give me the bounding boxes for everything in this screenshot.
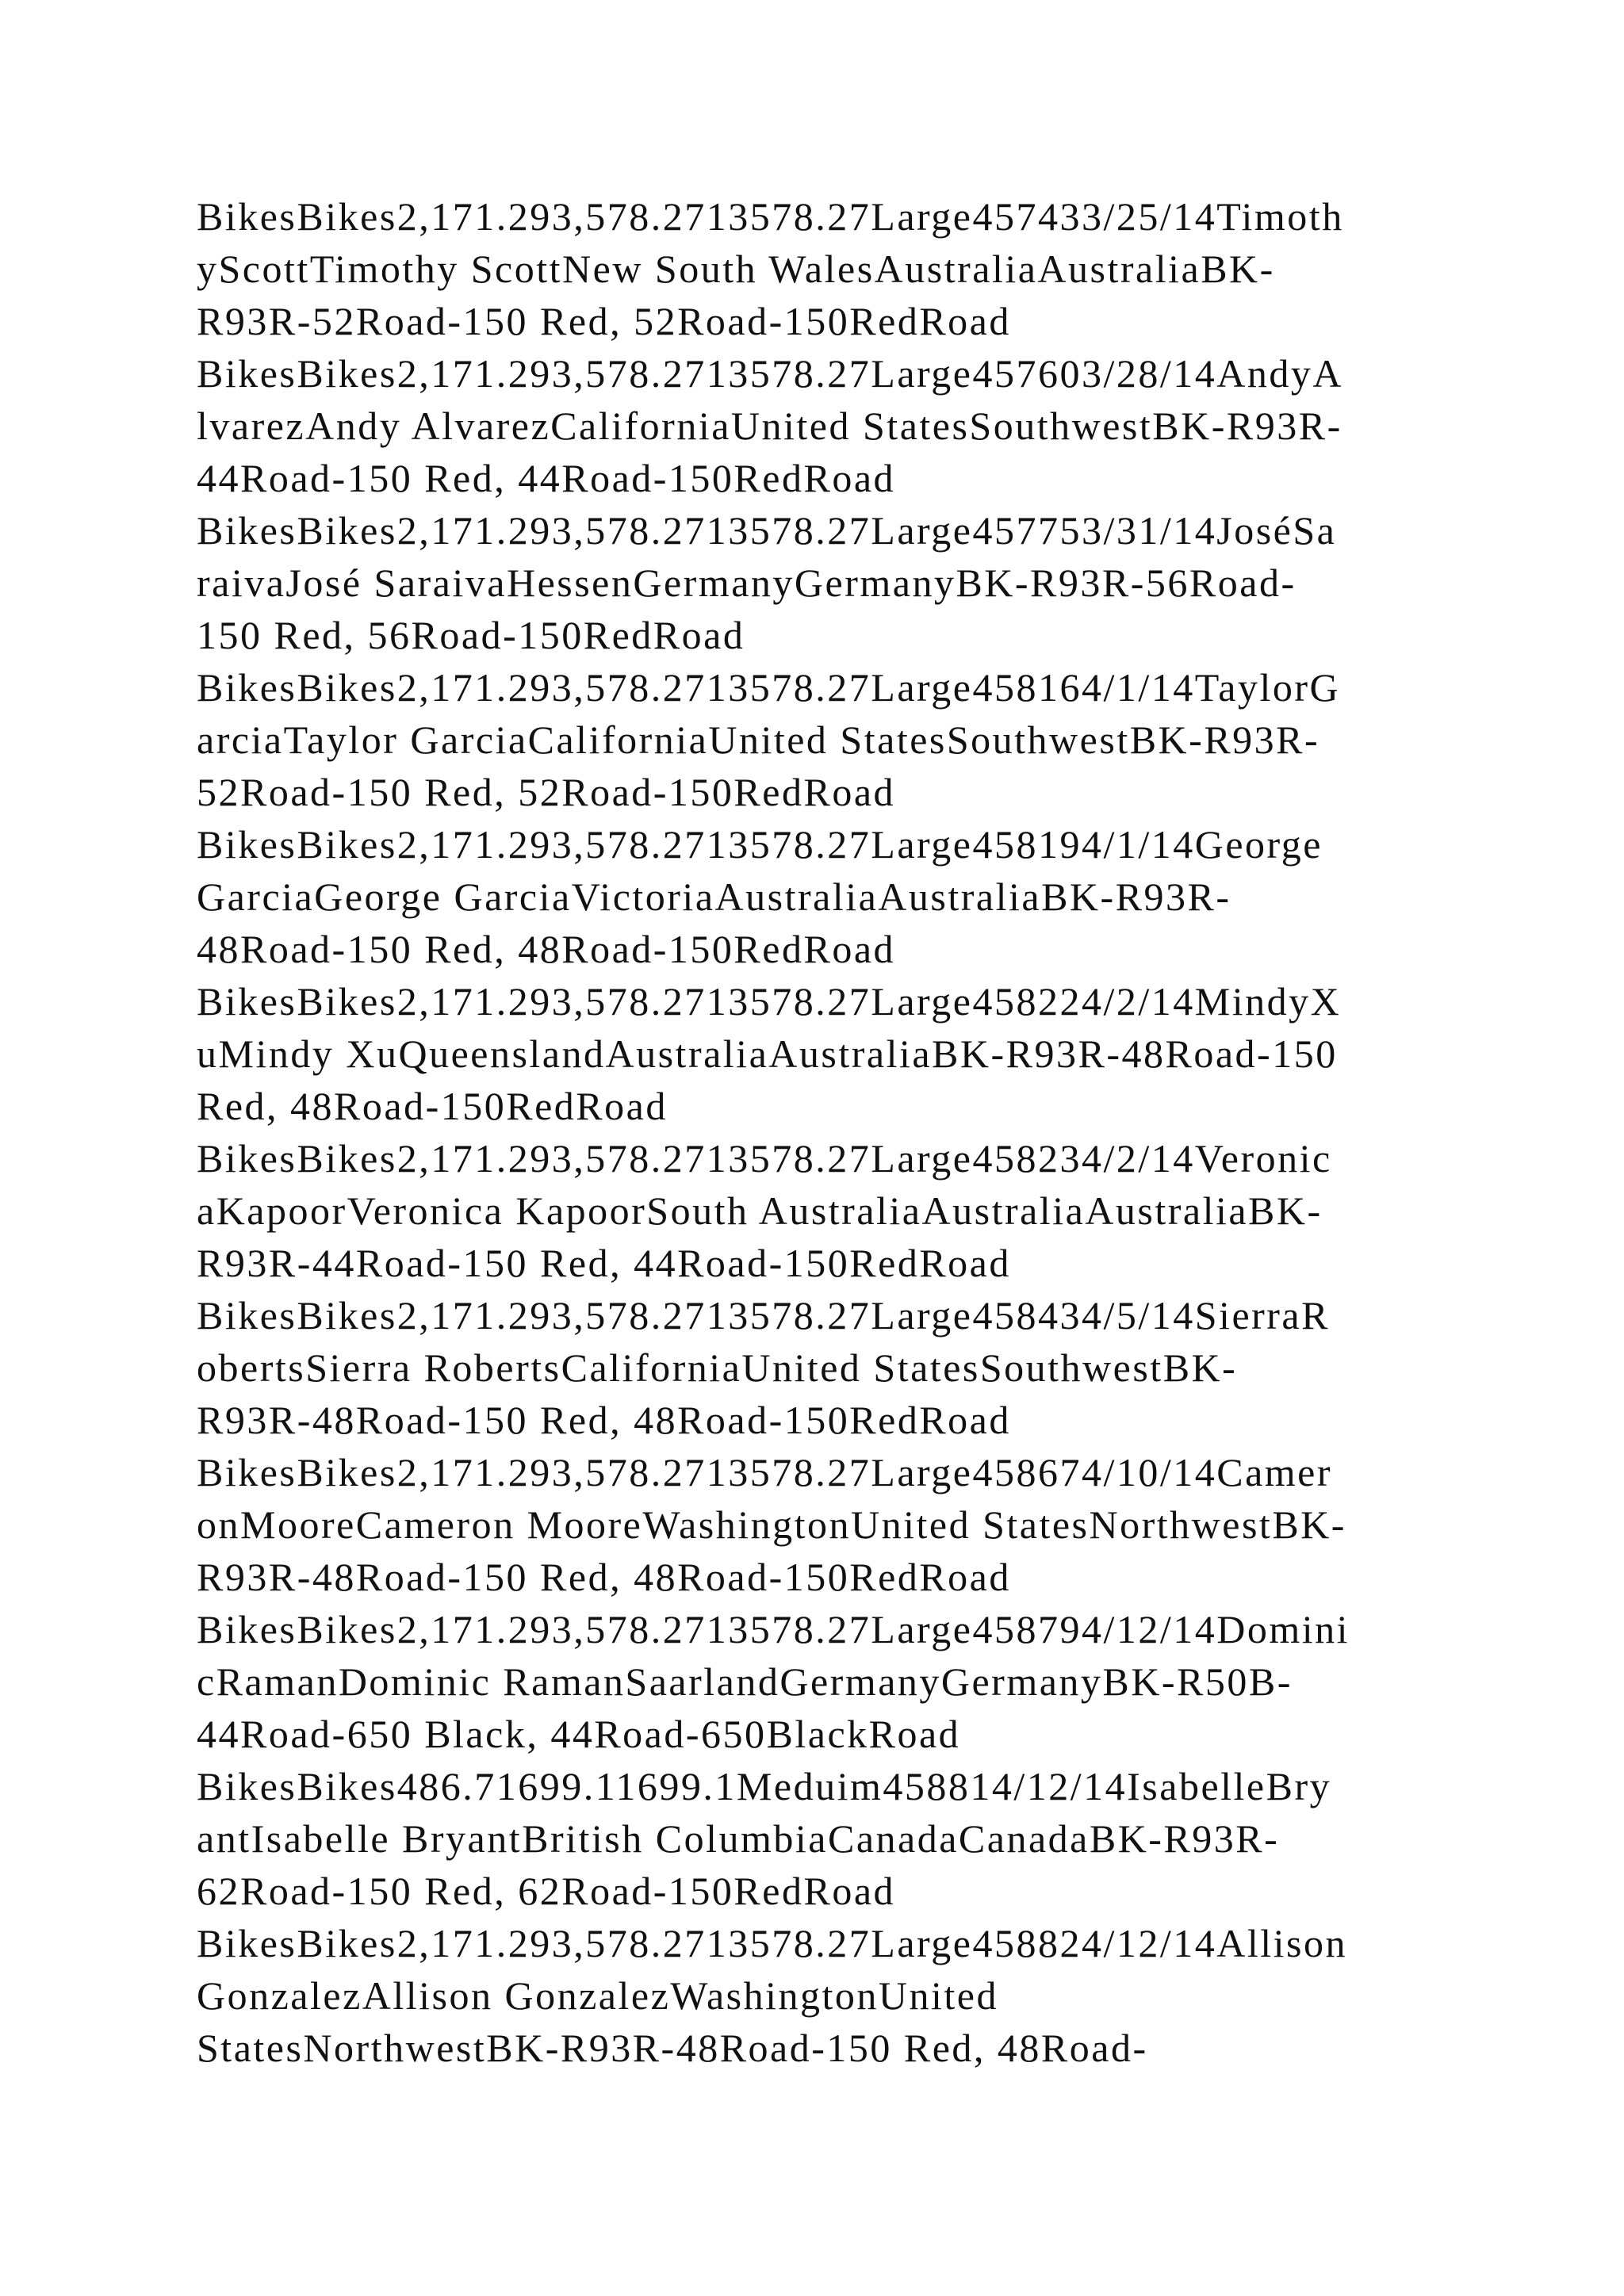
text-line: raivaJosé SaraivaHessenGermanyGermanyBK-R93R-56Road- bbox=[197, 561, 1297, 605]
text-line: yScottTimothy ScottNew South WalesAustraliaAustraliaBK- bbox=[197, 247, 1275, 291]
document-text-block bbox=[197, 190, 1450, 2074]
text-line: arciaTaylor GarciaCaliforniaUnited StatesSouthwestBK-R93R- bbox=[197, 718, 1320, 762]
text-line: 62Road-150 Red, 62Road-150RedRoad bbox=[197, 1869, 896, 1913]
text-line: BikesBikes2,171.293,578.2713578.27Large458434/5/14SierraR bbox=[197, 1293, 1330, 1337]
text-line: BikesBikes2,171.293,578.2713578.27Large458794/12/14Domini bbox=[197, 1607, 1350, 1651]
text-line: 44Road-650 Black, 44Road-650BlackRoad bbox=[197, 1712, 961, 1756]
text-line: Red, 48Road-150RedRoad bbox=[197, 1084, 668, 1128]
text-line: lvarezAndy AlvarezCaliforniaUnited StatesSouthwestBK-R93R- bbox=[197, 404, 1342, 448]
text-line: uMindy XuQueenslandAustraliaAustraliaBK-R93R-48Road-150 bbox=[197, 1031, 1338, 1076]
text-line: BikesBikes486.71699.11699.1Meduim458814/12/14IsabelleBry bbox=[197, 1764, 1332, 1808]
text-line: R93R-48Road-150 Red, 48Road-150RedRoad bbox=[197, 1398, 1011, 1442]
text-line: R93R-48Road-150 Red, 48Road-150RedRoad bbox=[197, 1555, 1011, 1599]
text-line: 150 Red, 56Road-150RedRoad bbox=[197, 613, 745, 657]
text-line: BikesBikes2,171.293,578.2713578.27Large458234/2/14Veronic bbox=[197, 1136, 1332, 1181]
text-line: R93R-52Road-150 Red, 52Road-150RedRoad bbox=[197, 299, 1011, 343]
text-line: GonzalezAllison GonzalezWashingtonUnited bbox=[197, 1973, 998, 2018]
text-line: cRamanDominic RamanSaarlandGermanyGermanyBK-R50B- bbox=[197, 1659, 1293, 1704]
text-line: GarciaGeorge GarciaVictoriaAustraliaAustraliaBK-R93R- bbox=[197, 874, 1231, 919]
text-line: BikesBikes2,171.293,578.2713578.27Large457433/25/14Timoth bbox=[197, 194, 1344, 239]
text-line: BikesBikes2,171.293,578.2713578.27Large457603/28/14AndyA bbox=[197, 351, 1343, 396]
text-line: StatesNorthwestBK-R93R-48Road-150 Red, 48Road- bbox=[197, 2026, 1148, 2070]
text-line: 44Road-150 Red, 44Road-150RedRoad bbox=[197, 456, 896, 500]
text-line: R93R-44Road-150 Red, 44Road-150RedRoad bbox=[197, 1241, 1011, 1285]
text-line: BikesBikes2,171.293,578.2713578.27Large458164/1/14TaylorG bbox=[197, 665, 1341, 710]
text-line: aKapoorVeronica KapoorSouth AustraliaAustraliaAustraliaBK- bbox=[197, 1188, 1323, 1233]
text-line: BikesBikes2,171.293,578.2713578.27Large458194/1/14George bbox=[197, 822, 1323, 867]
text-line: BikesBikes2,171.293,578.2713578.27Large458824/12/14Allison bbox=[197, 1921, 1347, 1965]
text-line: obertsSierra RobertsCaliforniaUnited StatesSouthwestBK- bbox=[197, 1345, 1238, 1390]
text-line: 48Road-150 Red, 48Road-150RedRoad bbox=[197, 927, 896, 971]
text-line: BikesBikes2,171.293,578.2713578.27Large457753/31/14JoséSa bbox=[197, 508, 1337, 553]
text-line: BikesBikes2,171.293,578.2713578.27Large458224/2/14MindyX bbox=[197, 979, 1342, 1024]
text-line: onMooreCameron MooreWashingtonUnited StatesNorthwestBK- bbox=[197, 1502, 1346, 1547]
text-line: 52Road-150 Red, 52Road-150RedRoad bbox=[197, 770, 896, 814]
text-line: antIsabelle BryantBritish ColumbiaCanadaCanadaBK-R93R- bbox=[197, 1816, 1280, 1861]
text-line: BikesBikes2,171.293,578.2713578.27Large458674/10/14Camer bbox=[197, 1450, 1333, 1494]
